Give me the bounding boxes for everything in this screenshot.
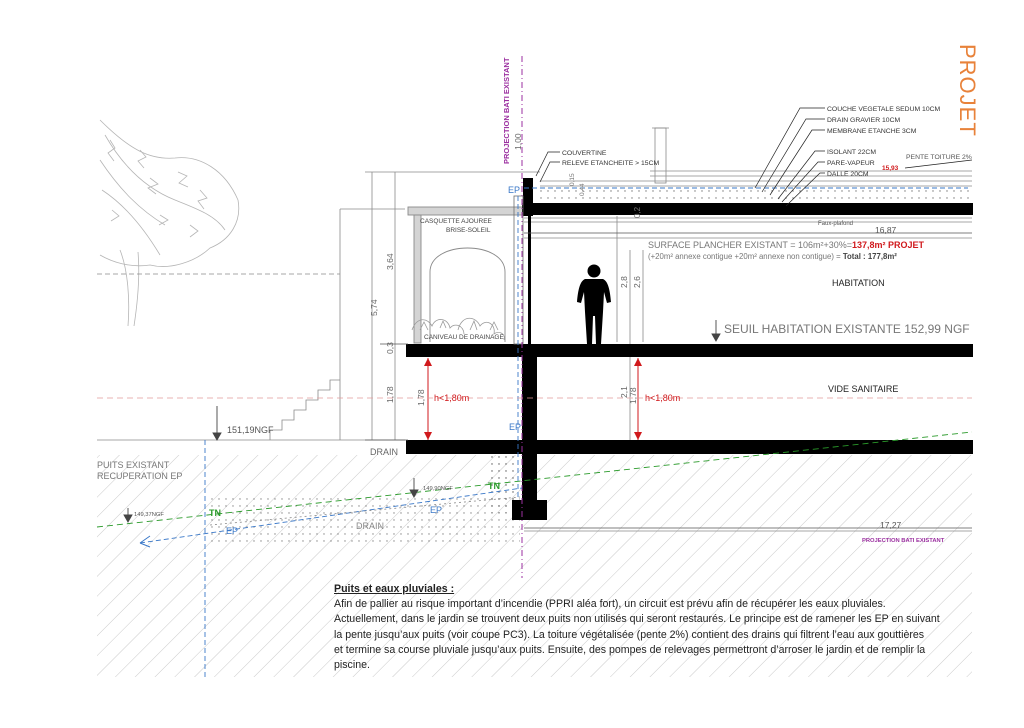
dim-1-78-a: 1,78 bbox=[385, 386, 395, 403]
projection-vertical-label: PROJECTION BATI EXISTANT bbox=[502, 57, 511, 164]
dim-0-2: 0,2 bbox=[633, 206, 642, 218]
notes-line-4: et termine sa course pluviale jusqu’aux puits. Ensuite, des pompes de relevages permettront d’arroser le jardin et de remplir la bbox=[334, 643, 926, 656]
couvertine-label: COUVERTINE bbox=[562, 150, 607, 157]
isolant-label: ISOLANT 22CM bbox=[827, 149, 876, 156]
casquette-label: CASQUETTE AJOUREE bbox=[420, 218, 492, 225]
chimney bbox=[652, 128, 669, 183]
drainage-gravel-zone bbox=[210, 495, 520, 543]
dim-1-00: 1,00 bbox=[513, 133, 523, 150]
dim-2-8: 2,8 bbox=[619, 276, 629, 288]
dim-2-6: 2,6 bbox=[632, 276, 642, 288]
dim-16-87: 16,87 bbox=[875, 225, 897, 235]
surface-line-1: SURFACE PLANCHER EXISTANT = 106m²+30%=137,8m² PROJET bbox=[648, 240, 925, 250]
ep-mid-label: EP bbox=[509, 422, 522, 432]
caniveau-label: CANIVEAU DE DRAINAGE bbox=[424, 334, 504, 341]
dalle-label: DALLE 20CM bbox=[827, 171, 869, 178]
notes-line-3: la pente jusqu’aux puits (voir coupe PC3). La toiture végétalisée (pente 2%) contient des drains qui filtrent l’eau aux gouttières bbox=[334, 628, 925, 641]
puits-label-1: PUITS EXISTANT bbox=[97, 460, 170, 470]
seuil-label: SEUIL HABITATION EXISTANTE 152,99 NGF bbox=[724, 322, 970, 336]
dim-2-1: 2,1 bbox=[619, 386, 629, 398]
wall-strip bbox=[528, 215, 531, 344]
tn-right-label: TN bbox=[488, 481, 500, 491]
dim-5-74: 5,74 bbox=[369, 299, 379, 316]
ngf-149-37: 149,37NGF bbox=[134, 512, 164, 518]
couche-vegetale-label: COUCHE VEGETALE SEDUM 10CM bbox=[827, 106, 941, 113]
ngf-151-19: 151,19NGF bbox=[227, 425, 274, 435]
parapet bbox=[523, 178, 533, 216]
brise-soleil-label: BRISE-SOLEIL bbox=[446, 227, 491, 234]
surface-line-2: (+20m² annexe contigue +20m² annexe non contigue) = Total : 177,8m² bbox=[648, 252, 897, 261]
releve-label: RELEVE ETANCHEITE > 15CM bbox=[562, 160, 660, 167]
pare-vapeur-label: PARE-VAPEUR bbox=[827, 160, 875, 167]
membrane-label: MEMBRANE ETANCHE 3CM bbox=[827, 128, 917, 135]
dim-1-78-c: 1,78 bbox=[628, 387, 638, 404]
notes-line-2: Actuellement, dans le jardin se trouvent deux puits non utilisés qui seront restaurés. Le principe est de ramener les EP en suivant bbox=[334, 613, 940, 626]
dim-15-93: 15,93 bbox=[882, 165, 899, 172]
tree-sketch bbox=[100, 120, 239, 326]
drain-lower-label: DRAIN bbox=[356, 521, 385, 531]
dim-0-44: 0,44 bbox=[579, 183, 586, 196]
ground-slab bbox=[406, 440, 973, 454]
ngf-149-90: 149,90NGF bbox=[423, 486, 453, 492]
person-silhouette bbox=[577, 265, 611, 345]
h-left-label: h<1,80m bbox=[434, 393, 470, 403]
drain-upper-label: DRAIN bbox=[370, 447, 399, 457]
dim-0-15: 0,15 bbox=[569, 173, 576, 186]
projection-bottom-label: PROJECTION BATI EXISTANT bbox=[862, 538, 945, 544]
pente-toiture-label: PENTE TOITURE 2% bbox=[906, 154, 972, 161]
projet-stamp: PROJET bbox=[955, 44, 980, 137]
h-right-label: h<1,80m bbox=[645, 393, 681, 403]
tn-left-label: TN bbox=[209, 508, 221, 518]
habitation-label: HABITATION bbox=[832, 278, 885, 288]
footing bbox=[512, 500, 547, 520]
dim-0-3: 0,3 bbox=[385, 342, 395, 354]
floor-slab bbox=[406, 344, 973, 357]
ep-top-label: EP bbox=[508, 185, 521, 195]
ep-right-label: EP bbox=[430, 505, 443, 515]
dim-17-27: 17,27 bbox=[880, 520, 902, 530]
puits-label-2: RECUPERATION EP bbox=[97, 471, 183, 481]
notes-line-1: Afin de pallier au risque important d’incendie (PPRI aléa fort), un circuit est prévu afin de récupérer les eaux pluviales. bbox=[334, 598, 886, 611]
notes-title: Puits et eaux pluviales : bbox=[334, 583, 455, 595]
drain-gravier-label: DRAIN GRAVIER 10CM bbox=[827, 117, 901, 124]
ep-left-label: EP bbox=[226, 526, 239, 536]
notes-block bbox=[334, 582, 974, 673]
faux-plafond-label: Faux-plafond bbox=[818, 221, 854, 227]
vide-sanitaire-label: VIDE SANITAIRE bbox=[828, 384, 899, 394]
dim-1-78-b: 1,78 bbox=[416, 389, 426, 406]
roof-slab bbox=[522, 203, 973, 215]
notes-line-5: piscine. bbox=[334, 659, 370, 672]
dim-3-64: 3,64 bbox=[385, 253, 395, 270]
